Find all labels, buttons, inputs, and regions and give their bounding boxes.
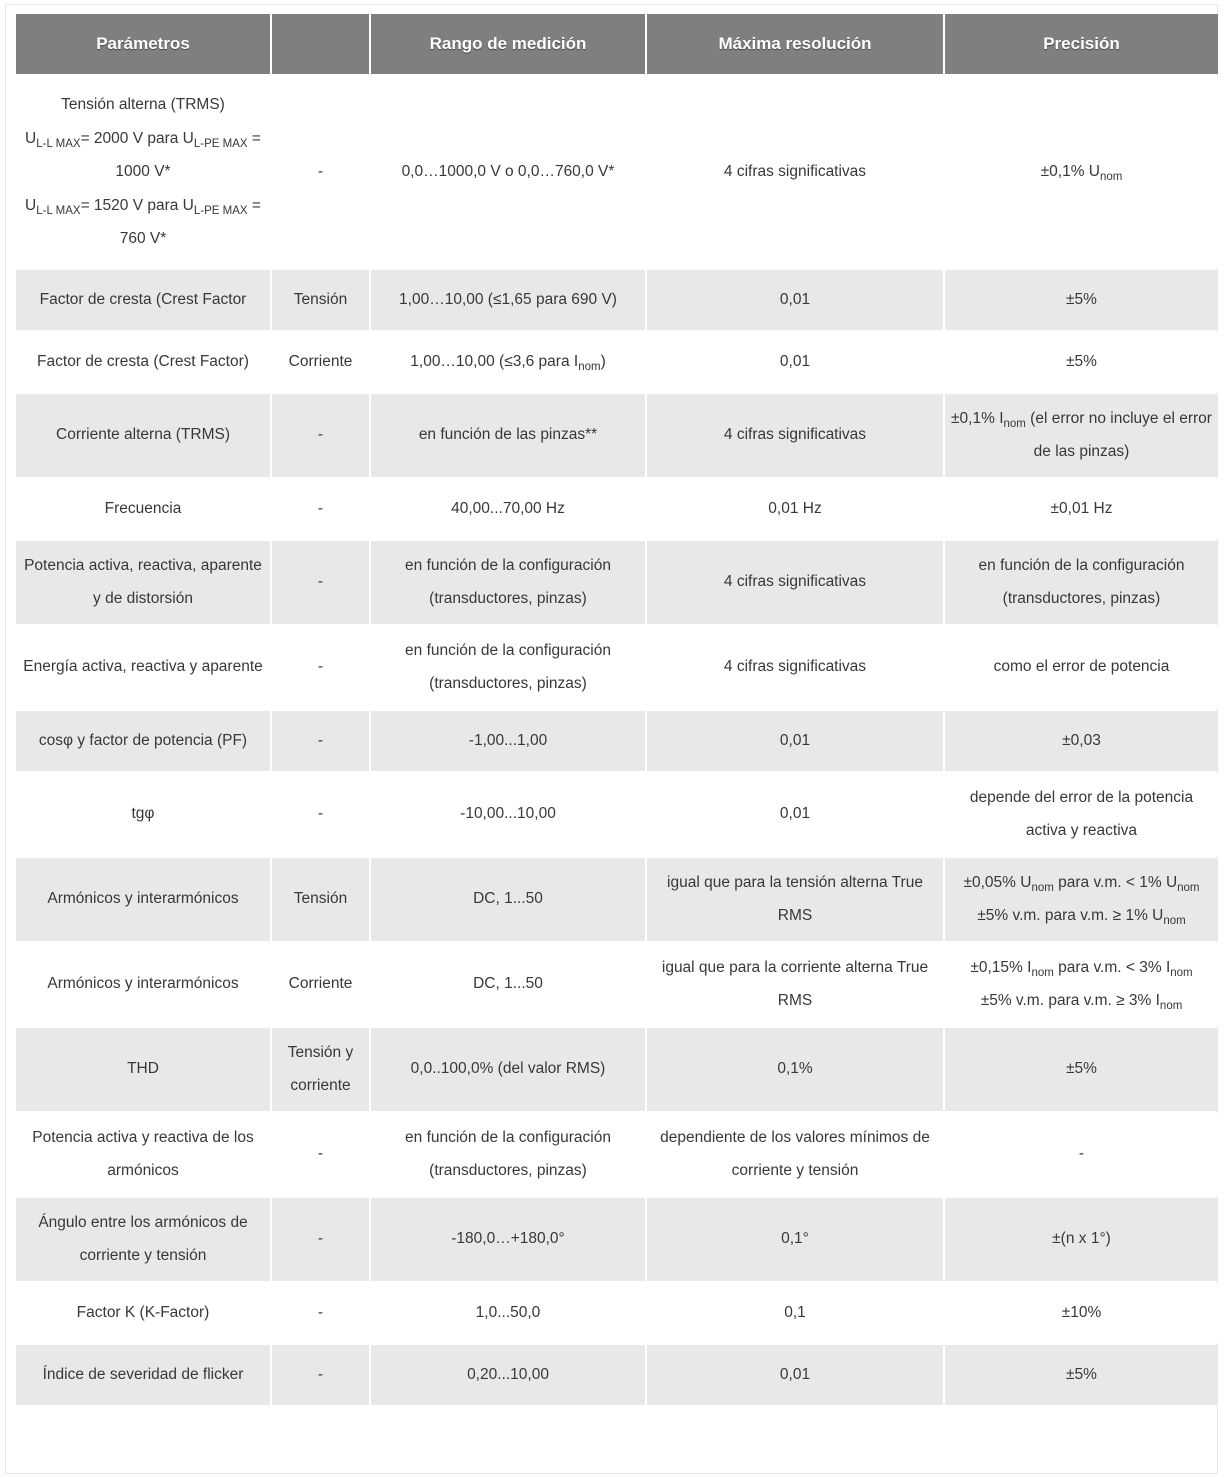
cell-parametro: Factor de cresta (Crest Factor [16, 270, 270, 330]
cell-rango: DC, 1...50 [371, 943, 645, 1026]
cell-precision: ±5% [945, 270, 1218, 330]
cell-parametro: THD [16, 1028, 270, 1111]
cell-tipo: - [272, 626, 369, 709]
cell-resolucion: 0,01 Hz [647, 479, 943, 539]
cell-rango: 0,20...10,00 [371, 1345, 645, 1405]
cell-resolucion: 0,01 [647, 773, 943, 856]
table-row [16, 1283, 1218, 1343]
table-row [16, 394, 1218, 477]
cell-rango: 0,0..100,0% (del valor RMS) [371, 1028, 645, 1111]
cell-parametro: Potencia activa, reactiva, aparente y de distorsión [16, 541, 270, 624]
cell-tipo: - [272, 541, 369, 624]
cell-rango: 1,0...50,0 [371, 1283, 645, 1343]
cell-resolucion: 4 cifras significativas [647, 541, 943, 624]
cell-rango: 40,00...70,00 Hz [371, 479, 645, 539]
cell-parametro: Potencia activa y reactiva de los armónicos [16, 1113, 270, 1196]
cell-rango: en función de las pinzas** [371, 394, 645, 477]
cell-resolucion: 0,1 [647, 1283, 943, 1343]
cell-resolucion: 0,01 [647, 711, 943, 771]
table-row [16, 858, 1218, 941]
table-row [16, 1028, 1218, 1111]
table-row [16, 1198, 1218, 1281]
cell-parametro: Factor de cresta (Crest Factor) [16, 332, 270, 392]
cell-rango: en función de la configuración (transductores, pinzas) [371, 1113, 645, 1196]
table-row [16, 1345, 1218, 1405]
cell-precision: ±0,15% $I_{nom}$ para v.m. < 3% $I_{nom}$ ±5% v.m. para v.m. ≥ 3% $I_{nom}$ [945, 943, 1218, 1026]
cell-precision: en función de la configuración (transductores, pinzas) [945, 541, 1218, 624]
specifications-table [14, 12, 1220, 1407]
param-ul-limit-2: $U_{L-L MAX}= 1520$ V para $U_{L-PE MAX} = 760$ V* [25, 196, 261, 247]
table-row [16, 479, 1218, 539]
cell-precision: ±5% [945, 1028, 1218, 1111]
table-row [16, 270, 1218, 330]
table-body [16, 76, 1218, 1405]
cell-rango: en función de la configuración (transductores, pinzas) [371, 541, 645, 624]
table-row [16, 332, 1218, 392]
cell-resolucion: 4 cifras significativas [647, 76, 943, 268]
table-row [16, 773, 1218, 856]
cell-precision: depende del error de la potencia activa y reactiva [945, 773, 1218, 856]
cell-resolucion: 0,01 [647, 332, 943, 392]
header-precision: Precisión [945, 14, 1218, 74]
header-row [16, 14, 1218, 74]
cell-parametro: Armónicos y interarmónicos [16, 943, 270, 1026]
cell-rango: -1,00...1,00 [371, 711, 645, 771]
param-title: Tensión alterna (TRMS) [61, 96, 225, 113]
cell-resolucion: igual que para la corriente alterna True RMS [647, 943, 943, 1026]
cell-tipo: - [272, 479, 369, 539]
header-tipo [272, 14, 369, 74]
cell-rango: -180,0…+180,0° [371, 1198, 645, 1281]
table-row [16, 541, 1218, 624]
cell-precision: ±0,05% $U_{nom}$ para v.m. < 1% $U_{nom}$ ±5% v.m. para v.m. ≥ 1% $U_{nom}$ [945, 858, 1218, 941]
cell-tipo: - [272, 773, 369, 856]
cell-tipo: - [272, 1198, 369, 1281]
page-frame [5, 4, 1218, 1474]
table-row [16, 711, 1218, 771]
cell-resolucion: 0,1% [647, 1028, 943, 1111]
cell-tipo: Corriente [272, 332, 369, 392]
cell-tipo: Tensión [272, 858, 369, 941]
param-ul-limit-1: $U_{L-L MAX}= 2000$ V para $U_{L-PE MAX} = 1000$ V* [25, 129, 261, 180]
cell-precision: ±0,1% $I_{nom}$ (el error no incluye el error de las pinzas) [945, 394, 1218, 477]
table-row [16, 1113, 1218, 1196]
cell-precision: ±0,1% $U_{nom}$ [945, 76, 1218, 268]
cell-rango: en función de la configuración (transductores, pinzas) [371, 626, 645, 709]
table-row [16, 943, 1218, 1026]
cell-parametro: Índice de severidad de flicker [16, 1345, 270, 1405]
cell-resolucion: dependiente de los valores mínimos de corriente y tensión [647, 1113, 943, 1196]
header-resolucion: Máxima resolución [647, 14, 943, 74]
cell-precision: como el error de potencia [945, 626, 1218, 709]
cell-precision: ±5% [945, 332, 1218, 392]
cell-tipo: Corriente [272, 943, 369, 1026]
table-header [16, 14, 1218, 74]
cell-parametro: tgφ [16, 773, 270, 856]
cell-resolucion: 0,1° [647, 1198, 943, 1281]
header-parametros: Parámetros [16, 14, 270, 74]
cell-tipo: - [272, 76, 369, 268]
cell-tipo: - [272, 1345, 369, 1405]
cell-tipo: Tensión y corriente [272, 1028, 369, 1111]
cell-resolucion: 4 cifras significativas [647, 394, 943, 477]
cell-parametro: Factor K (K-Factor) [16, 1283, 270, 1343]
cell-rango: DC, 1...50 [371, 858, 645, 941]
cell-parametro: Frecuencia [16, 479, 270, 539]
cell-tipo: Tensión [272, 270, 369, 330]
cell-parametro: Armónicos y interarmónicos [16, 858, 270, 941]
cell-precision: ±0,03 [945, 711, 1218, 771]
cell-tipo: - [272, 1113, 369, 1196]
table-row [16, 626, 1218, 709]
table-row [16, 76, 1218, 268]
cell-parametro: Ángulo entre los armónicos de corriente y tensión [16, 1198, 270, 1281]
cell-rango: 1,00…10,00 (≤3,6 para $I_{nom}$) [371, 332, 645, 392]
header-rango: Rango de medición [371, 14, 645, 74]
cell-rango: -10,00...10,00 [371, 773, 645, 856]
cell-precision: ±10% [945, 1283, 1218, 1343]
cell-precision: - [945, 1113, 1218, 1196]
cell-resolucion: 0,01 [647, 1345, 943, 1405]
cell-parametro: Energía activa, reactiva y aparente [16, 626, 270, 709]
cell-resolucion: igual que para la tensión alterna True RMS [647, 858, 943, 941]
cell-parametro: cosφ y factor de potencia (PF) [16, 711, 270, 771]
cell-resolucion: 0,01 [647, 270, 943, 330]
cell-tipo: - [272, 711, 369, 771]
cell-precision: ±5% [945, 1345, 1218, 1405]
cell-tipo: - [272, 1283, 369, 1343]
cell-rango: 1,00…10,00 (≤1,65 para 690 V) [371, 270, 645, 330]
cell-parametro: Corriente alterna (TRMS) [16, 394, 270, 477]
cell-precision: ±0,01 Hz [945, 479, 1218, 539]
cell-precision: ±(n x 1°) [945, 1198, 1218, 1281]
cell-resolucion: 4 cifras significativas [647, 626, 943, 709]
cell-tipo: - [272, 394, 369, 477]
cell-parametro [16, 76, 270, 268]
cell-rango: 0,0…1000,0 V o 0,0…760,0 V* [371, 76, 645, 268]
